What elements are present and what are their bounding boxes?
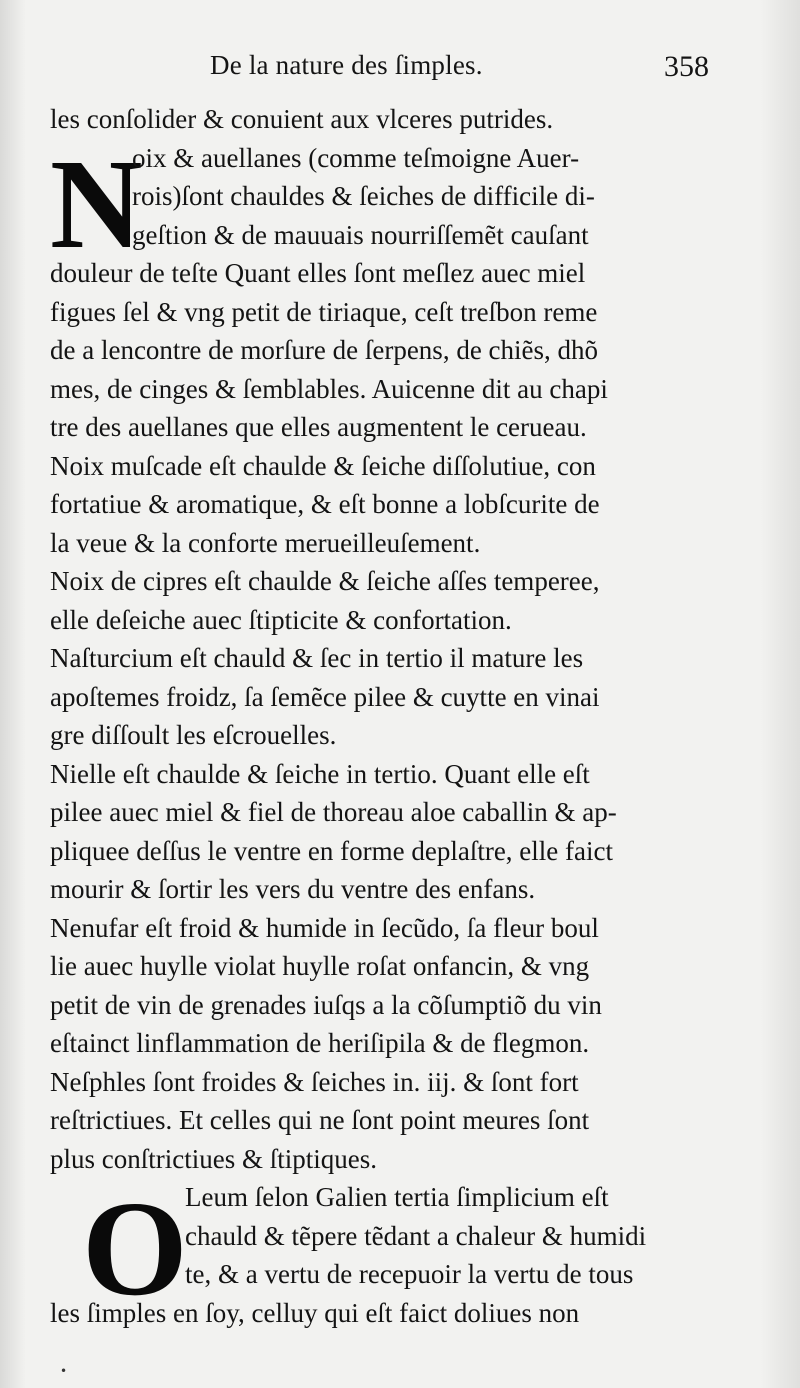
text-line: petit de vin de grenades iuſqs a la cõſumptiõ du vin (50, 989, 602, 1020)
text-line: tre des auellanes que elles augmentent le cerueau. (50, 412, 587, 442)
text-line: Neſphles ſont froides & ſeiches in. iij. & ſont fort (50, 1066, 579, 1097)
text-line: rois)ſont chauldes & ſeiches de difficile di- (132, 181, 595, 211)
text-line: plus conſtrictiues & ſtiptiques. (50, 1143, 377, 1174)
body-text (50, 100, 770, 1332)
text-line: fortatiue & aromatique, & eſt bonne a lobſcurite de (50, 489, 600, 519)
text-line: Noix de cipres eſt chaulde & ſeiche aſſes temperee, (50, 566, 600, 596)
text-line: lie auec huylle violat huylle roſat onfancin, & vng (50, 951, 590, 981)
text-line: chauld & tẽpere tẽdant a chaleur & humidi (185, 1220, 647, 1251)
text-line: les ſimples en ſoy, celluy qui eſt faict doliues non (50, 1297, 580, 1328)
text-line: Noix muſcade eſt chaulde & ſeiche diſſolutiue, con (50, 450, 596, 481)
ink-speck: • (60, 1364, 68, 1378)
text-line: mourir & ſortir les vers du ventre des enfans. (50, 874, 536, 904)
text-line: Leum ſelon Galien tertia ſimplicium eſt (185, 1182, 609, 1212)
dropcap-n: N (50, 133, 143, 275)
text-line: de a lencontre de morſure de ſerpens, de chiẽs, dhõ (50, 335, 599, 365)
page-number: 358 (664, 50, 709, 83)
text-line: geſtion & de mauuais nourriſſemẽt cauſant (132, 219, 589, 250)
text-line: les conſolider & conuient aux vlceres putrides. (50, 104, 554, 134)
text-line: douleur de teſte Quant elles ſont meſlez auec miel (50, 258, 586, 288)
dropcap-o: O (82, 1174, 188, 1324)
text-line: figues ſel & vng petit de tiriaque, ceſt treſbon reme (50, 296, 598, 327)
text-line: pliquee deſſus le ventre en forme deplaſtre, elle faict (50, 835, 613, 866)
running-head: De la nature des ſimples. (210, 50, 483, 80)
text-line: oix & auellanes (comme teſmoigne Auer- (132, 142, 580, 173)
text-line: eſtainct linflammation de heriſipila & de flegmon. (50, 1028, 590, 1058)
text-line: elle deſeiche auec ſtipticite & confortation. (50, 604, 512, 635)
text-line: gre diſſoult les eſcrouelles. (50, 720, 337, 750)
text-line: pilee auec miel & fiel de thoreau aloe caballin & ap- (50, 797, 617, 827)
text-line: reſtrictiues. Et celles qui ne ſont point meures ſont (50, 1105, 590, 1135)
text-line: te, & a vertu de recepuoir la vertu de tous (185, 1259, 634, 1289)
text-line: la veue & la conforte merueilleuſement. (50, 527, 481, 558)
page-header (0, 50, 800, 90)
text-line: apoſtemes froidz, ſa ſemẽce pilee & cuytte en vinai (50, 681, 600, 712)
text-line: Nenufar eſt froid & humide in ſecũdo, ſa fleur boul (50, 912, 599, 943)
text-line: Nielle eſt chaulde & ſeiche in tertio. Quant elle eſt (50, 758, 590, 789)
text-line: mes, de cinges & ſemblables. Auicenne dit au chapi (50, 373, 608, 404)
text-line: Naſturcium eſt chauld & ſec in tertio il mature les (50, 643, 584, 673)
